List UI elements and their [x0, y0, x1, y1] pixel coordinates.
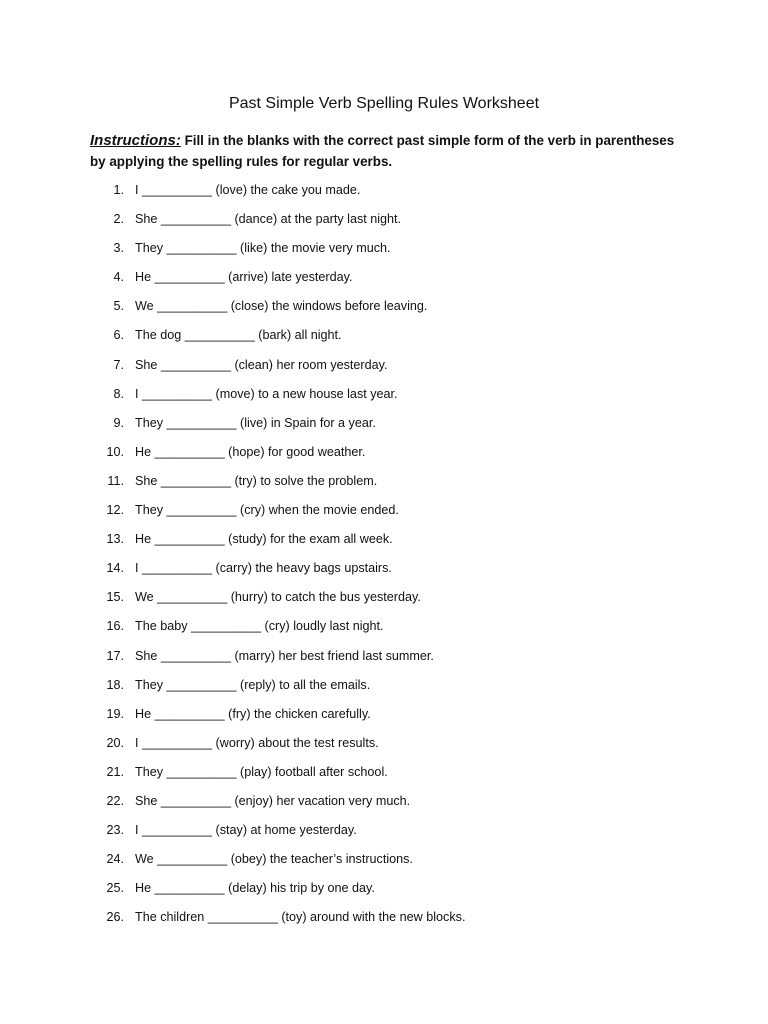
- exercise-sentence: She __________ (enjoy) her vacation very much.: [135, 793, 411, 808]
- instructions-text: Fill in the blanks with the correct past simple form of the verb in parentheses by applying the spelling rules for regular verbs.: [90, 133, 675, 169]
- exercise-item: [0, 821, 768, 850]
- exercise-sentence: She __________ (try) to solve the problem.: [135, 473, 378, 488]
- exercise-item: [0, 443, 768, 472]
- exercise-sentence: They __________ (reply) to all the emails.: [135, 677, 371, 692]
- exercise-sentence: I __________ (worry) about the test results.: [135, 735, 379, 750]
- exercise-number: 14.: [106, 561, 124, 576]
- exercise-sentence: The children __________ (toy) around with the new blocks.: [135, 910, 466, 925]
- exercise-sentence: He __________ (arrive) late yesterday.: [135, 270, 353, 285]
- exercise-number: 15.: [106, 590, 124, 605]
- exercise-item: [0, 326, 768, 355]
- exercise-sentence: She __________ (marry) her best friend last summer.: [135, 648, 434, 663]
- exercise-sentence: He __________ (hope) for good weather.: [135, 444, 366, 459]
- exercise-number: 17.: [106, 648, 124, 663]
- exercise-number: 26.: [106, 910, 124, 925]
- exercise-sentence: He __________ (delay) his trip by one day.: [135, 881, 375, 896]
- exercise-item: [0, 210, 768, 239]
- page-title: Past Simple Verb Spelling Rules Worksheet: [228, 95, 540, 112]
- exercise-number: 8.: [113, 386, 124, 401]
- exercise-number: 13.: [106, 532, 124, 547]
- exercise-sentence: They __________ (cry) when the movie ended.: [135, 503, 399, 518]
- exercise-sentence: I __________ (stay) at home yesterday.: [135, 823, 357, 838]
- exercise-number: 21.: [106, 764, 124, 779]
- exercise-item: [0, 879, 768, 908]
- exercise-number: 9.: [113, 415, 124, 430]
- instructions: [90, 130, 690, 172]
- exercise-number: 7.: [113, 357, 124, 372]
- exercise-item: [0, 414, 768, 443]
- exercise-item: [0, 239, 768, 268]
- exercise-item: [0, 297, 768, 326]
- exercise-item: [0, 588, 768, 617]
- exercise-number: 3.: [113, 241, 124, 256]
- exercise-number: 16.: [106, 619, 124, 634]
- exercise-item: [0, 850, 768, 879]
- exercise-sentence: The baby __________ (cry) loudly last night.: [135, 619, 384, 634]
- exercise-sentence: I __________ (love) the cake you made.: [135, 183, 361, 197]
- exercise-number: 25.: [106, 881, 124, 896]
- exercise-number: 18.: [106, 677, 124, 692]
- exercise-item: [0, 908, 768, 937]
- exercise-number: 10.: [106, 444, 124, 459]
- exercise-sentence: He __________ (fry) the chicken carefully.: [135, 706, 371, 721]
- exercise-item: [0, 792, 768, 821]
- exercise-item: [0, 501, 768, 530]
- exercise-item: [0, 763, 768, 792]
- exercise-item: [0, 559, 768, 588]
- exercise-sentence: They __________ (play) football after school.: [135, 764, 388, 779]
- exercise-item: [0, 705, 768, 734]
- exercise-number: 12.: [106, 503, 124, 518]
- exercise-number: 19.: [106, 706, 124, 721]
- exercise-item: [0, 617, 768, 646]
- exercise-number: 20.: [106, 735, 124, 750]
- exercise-item: [0, 676, 768, 705]
- exercise-number: 1.: [113, 183, 124, 197]
- exercise-sentence: We __________ (close) the windows before leaving.: [135, 299, 428, 314]
- exercise-number: 6.: [113, 328, 124, 343]
- exercise-item: [0, 181, 768, 210]
- instructions-label: Instructions:: [90, 132, 181, 149]
- exercise-number: 5.: [113, 299, 124, 314]
- exercise-list: [0, 181, 768, 937]
- exercise-sentence: They __________ (like) the movie very much.: [135, 241, 391, 256]
- exercise-item: [0, 385, 768, 414]
- exercise-item: [0, 647, 768, 676]
- exercise-item: [0, 734, 768, 763]
- exercise-number: 24.: [106, 852, 124, 867]
- exercise-item: [0, 268, 768, 297]
- exercise-sentence: We __________ (hurry) to catch the bus yesterday.: [135, 590, 421, 605]
- exercise-sentence: We __________ (obey) the teacher’s instructions.: [135, 852, 413, 867]
- exercise-sentence: She __________ (dance) at the party last night.: [135, 212, 402, 227]
- exercise-sentence: She __________ (clean) her room yesterday.: [135, 357, 388, 372]
- exercise-number: 4.: [113, 270, 124, 285]
- exercise-number: 2.: [113, 212, 124, 227]
- exercise-sentence: The dog __________ (bark) all night.: [135, 328, 342, 343]
- exercise-number: 11.: [107, 473, 124, 488]
- exercise-number: 22.: [106, 793, 124, 808]
- exercise-sentence: I __________ (carry) the heavy bags upstairs.: [135, 561, 392, 576]
- exercise-item: [0, 530, 768, 559]
- exercise-sentence: I __________ (move) to a new house last year.: [135, 386, 398, 401]
- exercise-number: 23.: [106, 823, 124, 838]
- exercise-item: [0, 356, 768, 385]
- exercise-sentence: They __________ (live) in Spain for a year.: [135, 415, 376, 430]
- exercise-sentence: He __________ (study) for the exam all week.: [135, 532, 393, 547]
- exercise-item: [0, 472, 768, 501]
